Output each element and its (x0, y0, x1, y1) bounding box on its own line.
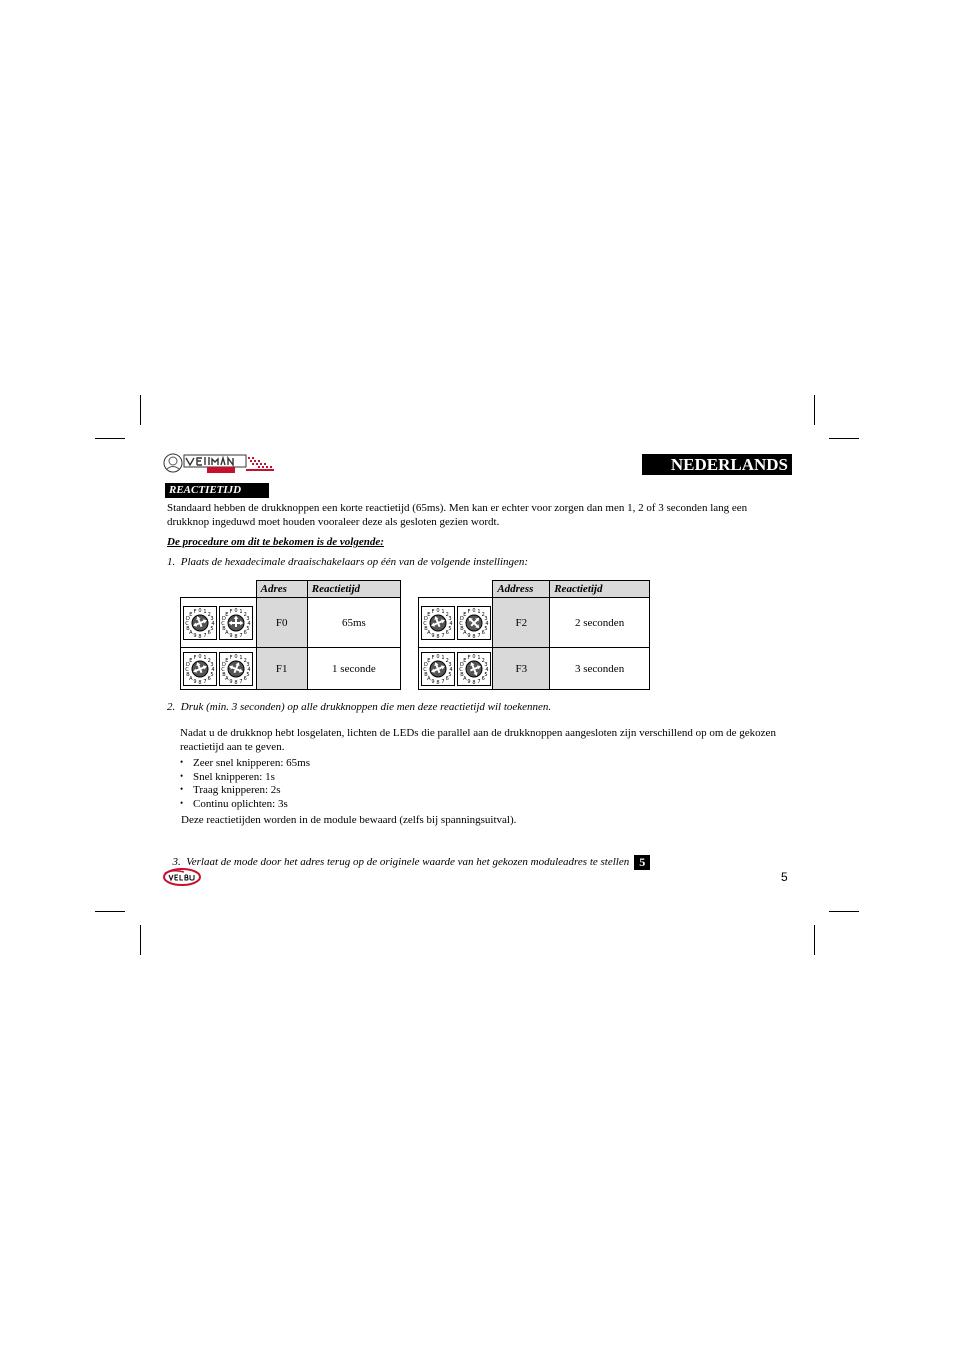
list-item: • Traag knipperen: 2s (180, 784, 310, 798)
svg-text:6: 6 (481, 629, 485, 636)
svg-text:8: 8 (436, 633, 440, 640)
memory-note: Deze reactietijden worden in de module bewaard (zelfs bij spanningsuitval). (181, 814, 517, 826)
svg-text:A: A (462, 629, 467, 636)
svg-text:F: F (431, 608, 435, 615)
svg-text:E: E (462, 611, 467, 618)
list-item: • Continu oplichten: 3s (180, 798, 310, 812)
svg-text:3: 3 (448, 615, 452, 622)
svg-text:3: 3 (210, 661, 214, 668)
svg-text:2: 2 (481, 657, 485, 664)
svg-text:4: 4 (485, 666, 489, 673)
svg-text:3: 3 (210, 615, 214, 622)
svg-text:1: 1 (203, 654, 207, 661)
crop-mark (95, 911, 125, 912)
svg-text:D: D (186, 661, 191, 668)
svg-text:7: 7 (477, 678, 481, 685)
svg-text:7: 7 (203, 678, 207, 685)
list-item: • Zeer snel knipperen: 65ms (180, 757, 310, 771)
svg-text:1: 1 (203, 608, 207, 615)
rotary-switch-pair (419, 648, 493, 690)
rotary-switch-icon (421, 606, 455, 640)
svg-text:B: B (186, 671, 191, 678)
step-number-badge: 5 (634, 855, 650, 870)
rotary-switch-icon (183, 606, 217, 640)
svg-text:A: A (462, 675, 467, 682)
svg-text:B: B (222, 671, 227, 678)
page-number: 5 (781, 870, 788, 884)
svg-text:C: C (458, 620, 463, 627)
time-cell: 65ms (307, 598, 400, 648)
crop-mark (814, 395, 815, 425)
svg-text:1: 1 (477, 654, 481, 661)
rotary-switch-pair (419, 598, 493, 648)
svg-text:1: 1 (239, 654, 243, 661)
svg-text:7: 7 (239, 678, 243, 685)
svg-text:5: 5 (246, 625, 250, 632)
svg-text:5: 5 (484, 671, 488, 678)
svg-text:C: C (221, 620, 226, 627)
svg-text:5: 5 (246, 671, 250, 678)
step-2: 2. Druk (min. 3 seconden) op alle drukknoppen die men deze reactietijd wil toekennen. (167, 701, 552, 713)
svg-text:6: 6 (445, 675, 449, 682)
svg-text:F: F (431, 654, 435, 661)
svg-text:A: A (225, 675, 229, 682)
svg-text:9: 9 (193, 632, 197, 639)
time-cell: 1 seconde (307, 648, 400, 690)
svg-text:A: A (189, 675, 193, 682)
rotary-switch-pair (181, 648, 257, 690)
svg-text:B: B (423, 671, 428, 678)
blink-list (180, 757, 310, 811)
svg-text:2: 2 (445, 657, 449, 664)
svg-text:9: 9 (193, 678, 197, 685)
svg-text:0: 0 (198, 653, 202, 660)
svg-text:5: 5 (210, 671, 214, 678)
svg-text:1: 1 (239, 608, 243, 615)
column-header-address: Address (493, 581, 550, 598)
svg-text:0: 0 (436, 653, 440, 660)
svg-text:B: B (423, 625, 428, 632)
svg-text:C: C (185, 666, 190, 673)
svg-text:C: C (185, 620, 190, 627)
svg-text:E: E (189, 611, 193, 618)
time-cell: 2 seconden (550, 598, 650, 648)
svg-text:A: A (225, 629, 229, 636)
svg-text:2: 2 (243, 611, 248, 618)
svg-text:9: 9 (467, 678, 471, 685)
crop-mark (814, 925, 815, 955)
svg-text:3: 3 (448, 661, 452, 668)
svg-text:8: 8 (198, 679, 202, 686)
procedure-heading: De procedure om dit te bekomen is de volgende: (167, 536, 384, 548)
svg-text:E: E (189, 657, 193, 664)
crop-mark (829, 911, 859, 912)
svg-text:1: 1 (441, 608, 445, 615)
svg-text:6: 6 (207, 675, 212, 682)
svg-text:2: 2 (243, 657, 248, 664)
svg-text:D: D (423, 615, 428, 622)
svg-text:1: 1 (441, 654, 445, 661)
svg-text:7: 7 (477, 632, 481, 639)
list-item: • Snel knipperen: 1s (180, 771, 310, 785)
svg-text:6: 6 (445, 629, 449, 636)
address-cell: F1 (256, 648, 307, 690)
svg-text:D: D (222, 661, 227, 668)
svg-text:0: 0 (472, 607, 476, 614)
svg-text:D: D (186, 615, 191, 622)
svg-text:4: 4 (247, 666, 251, 673)
address-cell: F3 (493, 648, 550, 690)
time-cell: 3 seconden (550, 648, 650, 690)
svg-text:7: 7 (441, 678, 445, 685)
svg-text:4: 4 (449, 620, 453, 627)
svg-text:A: A (426, 629, 431, 636)
svg-text:6: 6 (243, 675, 248, 682)
velbus-logo (162, 867, 202, 887)
svg-text:0: 0 (472, 653, 476, 660)
svg-text:B: B (459, 625, 464, 632)
svg-text:6: 6 (243, 629, 248, 636)
svg-text:8: 8 (234, 679, 238, 686)
svg-text:8: 8 (472, 633, 476, 640)
svg-text:E: E (462, 657, 467, 664)
svg-text:3: 3 (246, 615, 250, 622)
svg-text:E: E (225, 657, 229, 664)
svg-text:B: B (186, 625, 191, 632)
rotary-switch-icon (421, 652, 455, 686)
svg-text:E: E (225, 611, 229, 618)
svg-text:D: D (423, 661, 428, 668)
svg-text:7: 7 (203, 632, 207, 639)
svg-text:E: E (426, 657, 431, 664)
svg-text:3: 3 (246, 661, 250, 668)
svg-text:3: 3 (484, 615, 488, 622)
svg-text:C: C (221, 666, 226, 673)
svg-text:F: F (467, 608, 471, 615)
svg-text:2: 2 (207, 611, 212, 618)
step-1: 1. Plaats de hexadecimale draaischakelaars op één van de volgende instellingen: (167, 556, 529, 568)
svg-text:4: 4 (211, 620, 215, 627)
svg-text:4: 4 (449, 666, 453, 673)
svg-text:E: E (426, 611, 431, 618)
svg-text:9: 9 (431, 632, 435, 639)
svg-text:B: B (459, 671, 464, 678)
step-3-text: 3. Verlaat de mode door het adres terug op de originele waarde van het gekozen moduleadres te stellen (172, 855, 630, 868)
svg-text:8: 8 (234, 633, 238, 640)
address-cell: F0 (256, 598, 307, 648)
svg-text:F: F (193, 608, 197, 615)
svg-text:9: 9 (229, 678, 233, 685)
rotary-switch-icon (183, 652, 217, 686)
svg-text:F: F (193, 654, 197, 661)
svg-text:8: 8 (436, 679, 440, 686)
column-header-time: Reactietijd (307, 581, 400, 598)
svg-text:3: 3 (484, 661, 488, 668)
svg-text:5: 5 (210, 625, 214, 632)
crop-mark (829, 438, 859, 439)
crop-mark (140, 395, 141, 425)
svg-text:5: 5 (448, 625, 452, 632)
intro-paragraph: Standaard hebben de drukknoppen een korte reactietijd (65ms). Men kan er echter voor zorgen dan men 1, 2 of 3 seconden lang een drukknop ingeduwd moet houden vooraleer deze als gesloten gezien wordt. (167, 502, 748, 528)
settings-table-right (418, 580, 650, 690)
svg-text:F: F (229, 608, 233, 615)
settings-table-left (180, 580, 401, 690)
svg-text:9: 9 (467, 632, 471, 639)
svg-text:7: 7 (441, 632, 445, 639)
crop-mark (140, 925, 141, 955)
svg-text:4: 4 (211, 666, 215, 673)
svg-text:5: 5 (448, 671, 452, 678)
svg-text:D: D (459, 661, 464, 668)
svg-text:8: 8 (198, 633, 202, 640)
rotary-switch-icon (457, 606, 491, 640)
svg-text:0: 0 (234, 653, 238, 660)
language-banner: NEDERLANDS (642, 454, 792, 475)
rotary-switch-icon (457, 652, 491, 686)
svg-text:A: A (189, 629, 193, 636)
svg-text:2: 2 (207, 657, 212, 664)
svg-text:D: D (459, 615, 464, 622)
crop-mark (95, 438, 125, 439)
rotary-switch-pair (181, 598, 257, 648)
step-3 (167, 841, 650, 870)
svg-text:2: 2 (481, 611, 485, 618)
svg-text:F: F (229, 654, 233, 661)
address-cell: F2 (493, 598, 550, 648)
svg-text:6: 6 (207, 629, 212, 636)
rotary-switch-icon (219, 606, 253, 640)
svg-text:9: 9 (431, 678, 435, 685)
column-header-address: Adres (256, 581, 307, 598)
after-release-paragraph: Nadat u de drukknop hebt losgelaten, lichten de LEDs die parallel aan de drukknoppen aangesloten zijn verschillend op om de gekozen reactietijd aan te geven. (180, 727, 776, 753)
svg-text:B: B (222, 625, 227, 632)
svg-text:2: 2 (445, 611, 449, 618)
svg-text:A: A (426, 675, 431, 682)
svg-text:C: C (422, 620, 427, 627)
velleman-logo (162, 451, 276, 475)
svg-text:D: D (222, 615, 227, 622)
rotary-switch-icon (219, 652, 253, 686)
svg-text:0: 0 (436, 607, 440, 614)
svg-text:5: 5 (484, 625, 488, 632)
svg-text:F: F (467, 654, 471, 661)
svg-text:4: 4 (485, 620, 489, 627)
svg-text:C: C (422, 666, 427, 673)
svg-text:7: 7 (239, 632, 243, 639)
section-title: REACTIETIJD (165, 483, 269, 498)
svg-text:0: 0 (198, 607, 202, 614)
svg-text:C: C (458, 666, 463, 673)
svg-text:8: 8 (472, 679, 476, 686)
svg-text:9: 9 (229, 632, 233, 639)
svg-text:4: 4 (247, 620, 251, 627)
svg-text:1: 1 (477, 608, 481, 615)
column-header-time: Reactietijd (550, 581, 650, 598)
svg-text:6: 6 (481, 675, 485, 682)
svg-text:0: 0 (234, 607, 238, 614)
